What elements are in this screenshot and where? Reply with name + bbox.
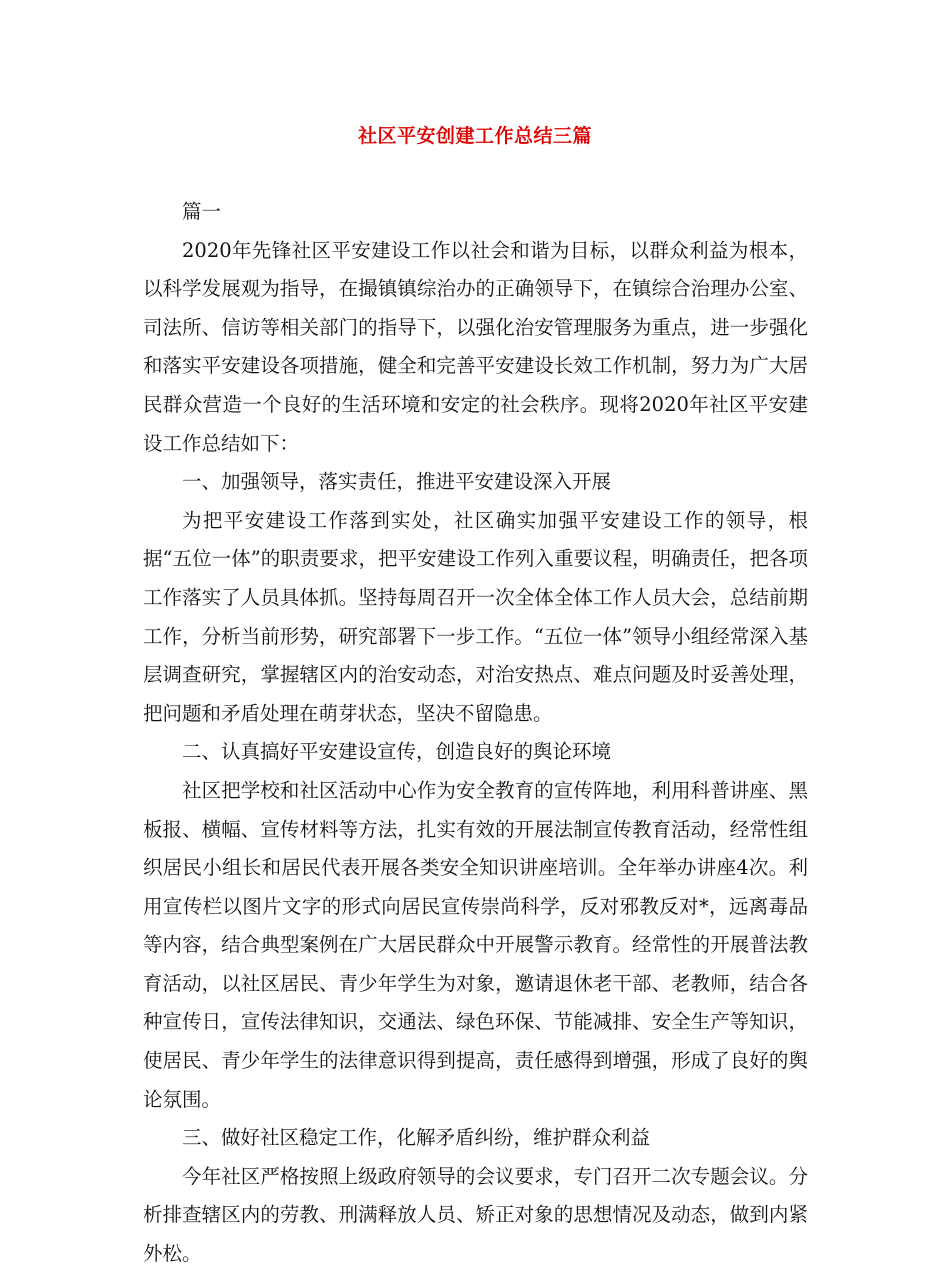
paragraph-intro: 2020年先锋社区平安建设工作以社会和谐为目标，以群众利益为根本，以科学发展观为指导，在撮镇镇综治办的正确领导下，在镇综合治理办公室、司法所、信访等相关部门的指导下，以强化治安管理服务为重点，进一步强化和落实平安建设各项措施，健全和完善平安建设长效工作机制，努力为广大居民群众营造一个良好的生活环境和安定的社会秩序。现将2020年社区平安建设工作总结如下： xyxy=(143,238,808,455)
document-title: 社区平安创建工作总结三篇 xyxy=(357,125,592,147)
document-body xyxy=(143,193,808,1274)
heading-section-3: 三、做好社区稳定工作，化解矛盾纠纷，维护群众利益 xyxy=(182,1126,651,1150)
heading-section-1: 一、加强领导，落实责任，推进平安建设深入开展 xyxy=(182,470,612,494)
paragraph-section-2: 社区把学校和社区活动中心作为安全教育的宣传阵地，利用科普讲座、黑板报、横幅、宣传材料等方法，扎实有效的开展法制宣传教育活动，经常性组织居民小组长和居民代表开展各类安全知识讲座培训。全年举办讲座4次。利用宣传栏以图片文字的形式向居民宣传崇尚科学，反对邪教反对*，远离毒品等内容，结合典型案例在广大居民群众中开展警示教育。经常性的开展普法教育活动，以社区居民、青少年学生为对象，邀请退休老干部、老教师，结合各种宣传日，宣传法律知识，交通法、绿色环保、节能减排、安全生产等知识，使居民、青少年学生的法律意识得到提高，责任感得到增强，形成了良好的舆论氛围。 xyxy=(143,778,808,1111)
heading-section-2: 二、认真搞好平安建设宣传，创造良好的舆论环境 xyxy=(182,740,612,764)
paragraph-section-1: 为把平安建设工作落到实处，社区确实加强平安建设工作的领导，根据“五位一体”的职责要求，把平安建设工作列入重要议程，明确责任，把各项工作落实了人员具体抓。坚持每周召开一次全体全体工作人员大会，总结前期工作，分析当前形势，研究部署下一步工作。“五位一体”领导小组经常深入基层调查研究，掌握辖区内的治安动态，对治安热点、难点问题及时妥善处理，把问题和矛盾处理在萌芽状态，坚决不留隐患。 xyxy=(143,508,808,725)
paragraph-section-3: 今年社区严格按照上级政府领导的会议要求，专门召开二次专题会议。分析排查辖区内的劳教、刑满释放人员、矫正对象的思想情况及动态，做到内紧外松。 xyxy=(143,1164,808,1266)
section-label: 篇一 xyxy=(182,200,222,223)
